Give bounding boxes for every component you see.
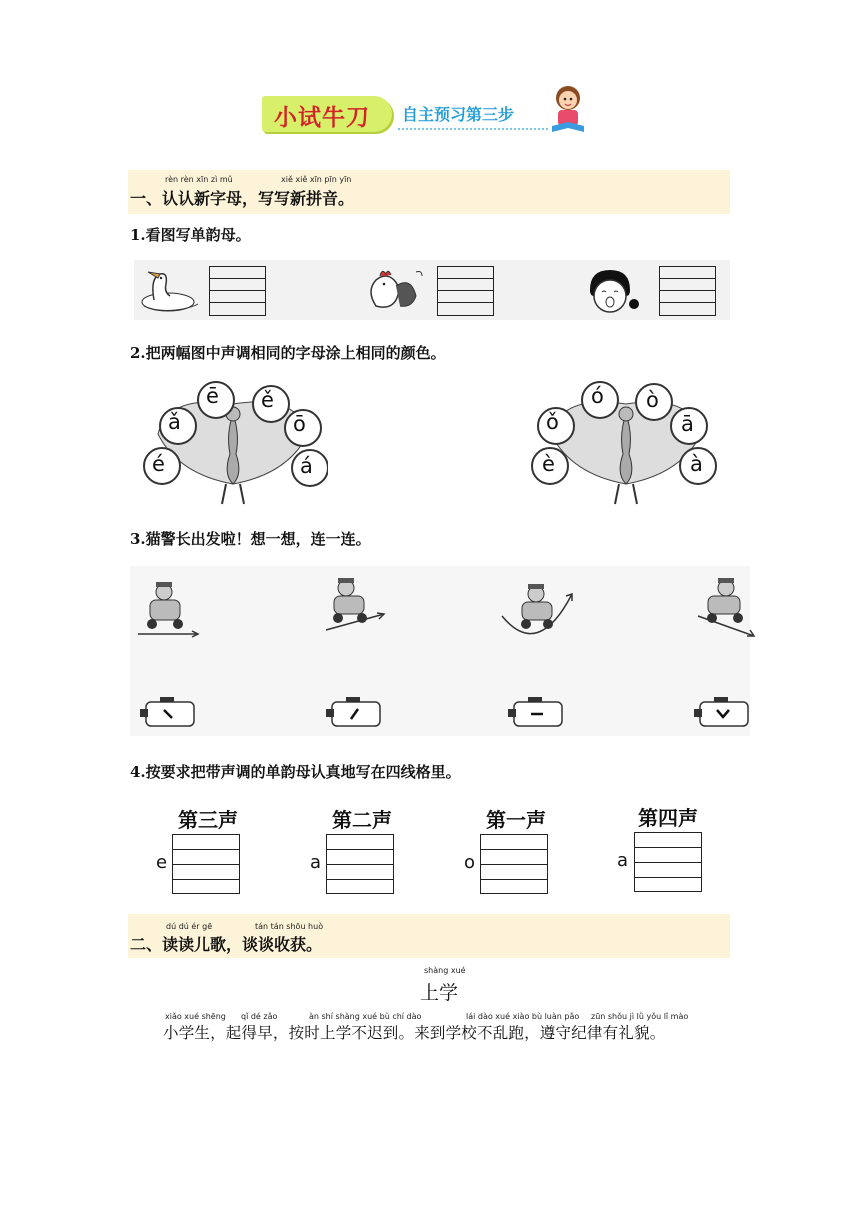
peacock-left-letter-4: ō <box>293 412 306 436</box>
question-1-text: 1.看图写单韵母。 <box>130 226 251 244</box>
q4-writing-grid-2[interactable] <box>326 834 394 894</box>
q4-letter-4: a <box>617 850 629 871</box>
peacock-left-letter-3: ě <box>261 388 274 412</box>
q4-tone-label-4: 第四声 <box>638 806 698 830</box>
question-3-text: 3.猫警长出发啦！想一想，连一连。 <box>130 530 371 548</box>
peacock-right-letter-6: à <box>690 452 703 476</box>
goose-icon <box>136 266 206 316</box>
poem-title-pinyin: shàng xué <box>424 966 466 975</box>
section-1-pinyin-a: rèn rèn xīn zì mǔ <box>165 175 233 184</box>
cat-police-flat-path-icon <box>136 574 204 640</box>
peacock-left-letter-1: ǎ <box>168 410 181 434</box>
poem-title: 上学 <box>420 982 459 1004</box>
section-1-title: 一、认认新字母，写写新拼音。 <box>130 189 355 208</box>
section-2-pinyin-a: dú dú ér gē <box>166 922 213 931</box>
peacock-right-letter-4: ā <box>681 412 694 436</box>
section-2-title: 二、读读儿歌，谈谈收获。 <box>130 935 323 954</box>
q4-tone-label-1: 第三声 <box>178 808 238 832</box>
banner-subtitle: 自主预习第三步 <box>402 105 515 124</box>
section-1-header <box>128 170 730 214</box>
rooster-icon <box>356 266 426 316</box>
cat-police-valley-path-icon <box>500 580 580 646</box>
question-3-picture-area <box>130 566 750 736</box>
tone-card-first-icon[interactable] <box>508 696 566 730</box>
poem-pinyin-5: zūn shǒu jì lǜ yǒu lǐ mào <box>591 1012 689 1021</box>
peacock-right-letter-5: è <box>542 452 555 476</box>
peacock-left-letter-2: ē <box>206 384 219 408</box>
banner-badge <box>262 96 392 132</box>
tone-card-fourth-icon[interactable] <box>140 696 198 730</box>
header-banner <box>262 96 552 132</box>
peacock-left-letter-5: é <box>152 452 165 476</box>
section-2-pinyin-b: tán tán shōu huò <box>255 922 324 931</box>
question-2-text: 2.把两幅图中声调相同的字母涂上相同的颜色。 <box>130 344 446 362</box>
poem-pinyin-2: qǐ dé zǎo <box>241 1012 278 1021</box>
section-1-pinyin-b: xiě xiě xīn pīn yīn <box>281 175 352 184</box>
q1-writing-grid-3[interactable] <box>659 266 716 316</box>
banner-underline <box>398 128 548 130</box>
poem-pinyin-3: àn shí shàng xué bù chí dào <box>309 1012 422 1021</box>
q4-letter-2: a <box>310 852 322 873</box>
peacock-right-letter-3: ò <box>646 388 659 412</box>
q4-writing-grid-3[interactable] <box>480 834 548 894</box>
q4-tone-label-3: 第一声 <box>486 808 546 832</box>
q4-writing-grid-1[interactable] <box>172 834 240 894</box>
girl-open-mouth-icon <box>580 266 646 316</box>
right-peacock-illustration <box>526 374 726 508</box>
tone-card-third-icon[interactable] <box>694 696 752 730</box>
q4-tone-label-2: 第二声 <box>332 808 392 832</box>
question-4-text: 4.按要求把带声调的单韵母认真地写在四线格里。 <box>130 763 461 781</box>
peacock-right-letter-2: ó <box>591 384 604 408</box>
q4-letter-3: o <box>464 852 476 873</box>
peacock-left-letter-6: á <box>300 454 313 478</box>
reading-child-icon <box>548 82 588 136</box>
banner-title: 小试牛刀 <box>274 105 370 131</box>
poem-pinyin-1: xiǎo xué shēng <box>165 1012 226 1021</box>
q4-letter-1: e <box>156 852 168 873</box>
cat-police-rising-path-icon <box>324 574 388 634</box>
q1-writing-grid-1[interactable] <box>209 266 266 316</box>
poem-pinyin-4: lái dào xué xiào bù luàn pǎo <box>466 1012 580 1021</box>
q4-writing-grid-4[interactable] <box>634 832 702 892</box>
peacock-right-letter-1: ǒ <box>546 410 559 434</box>
poem-text: 小学生，起得早，按时上学不迟到。来到学校不乱跑，遵守纪律有礼貌。 <box>163 1024 666 1042</box>
cat-police-falling-path-icon <box>696 574 756 638</box>
q1-writing-grid-2[interactable] <box>437 266 494 316</box>
left-peacock-illustration <box>138 374 328 508</box>
section-2-header <box>128 914 730 958</box>
tone-card-second-icon[interactable] <box>326 696 384 730</box>
